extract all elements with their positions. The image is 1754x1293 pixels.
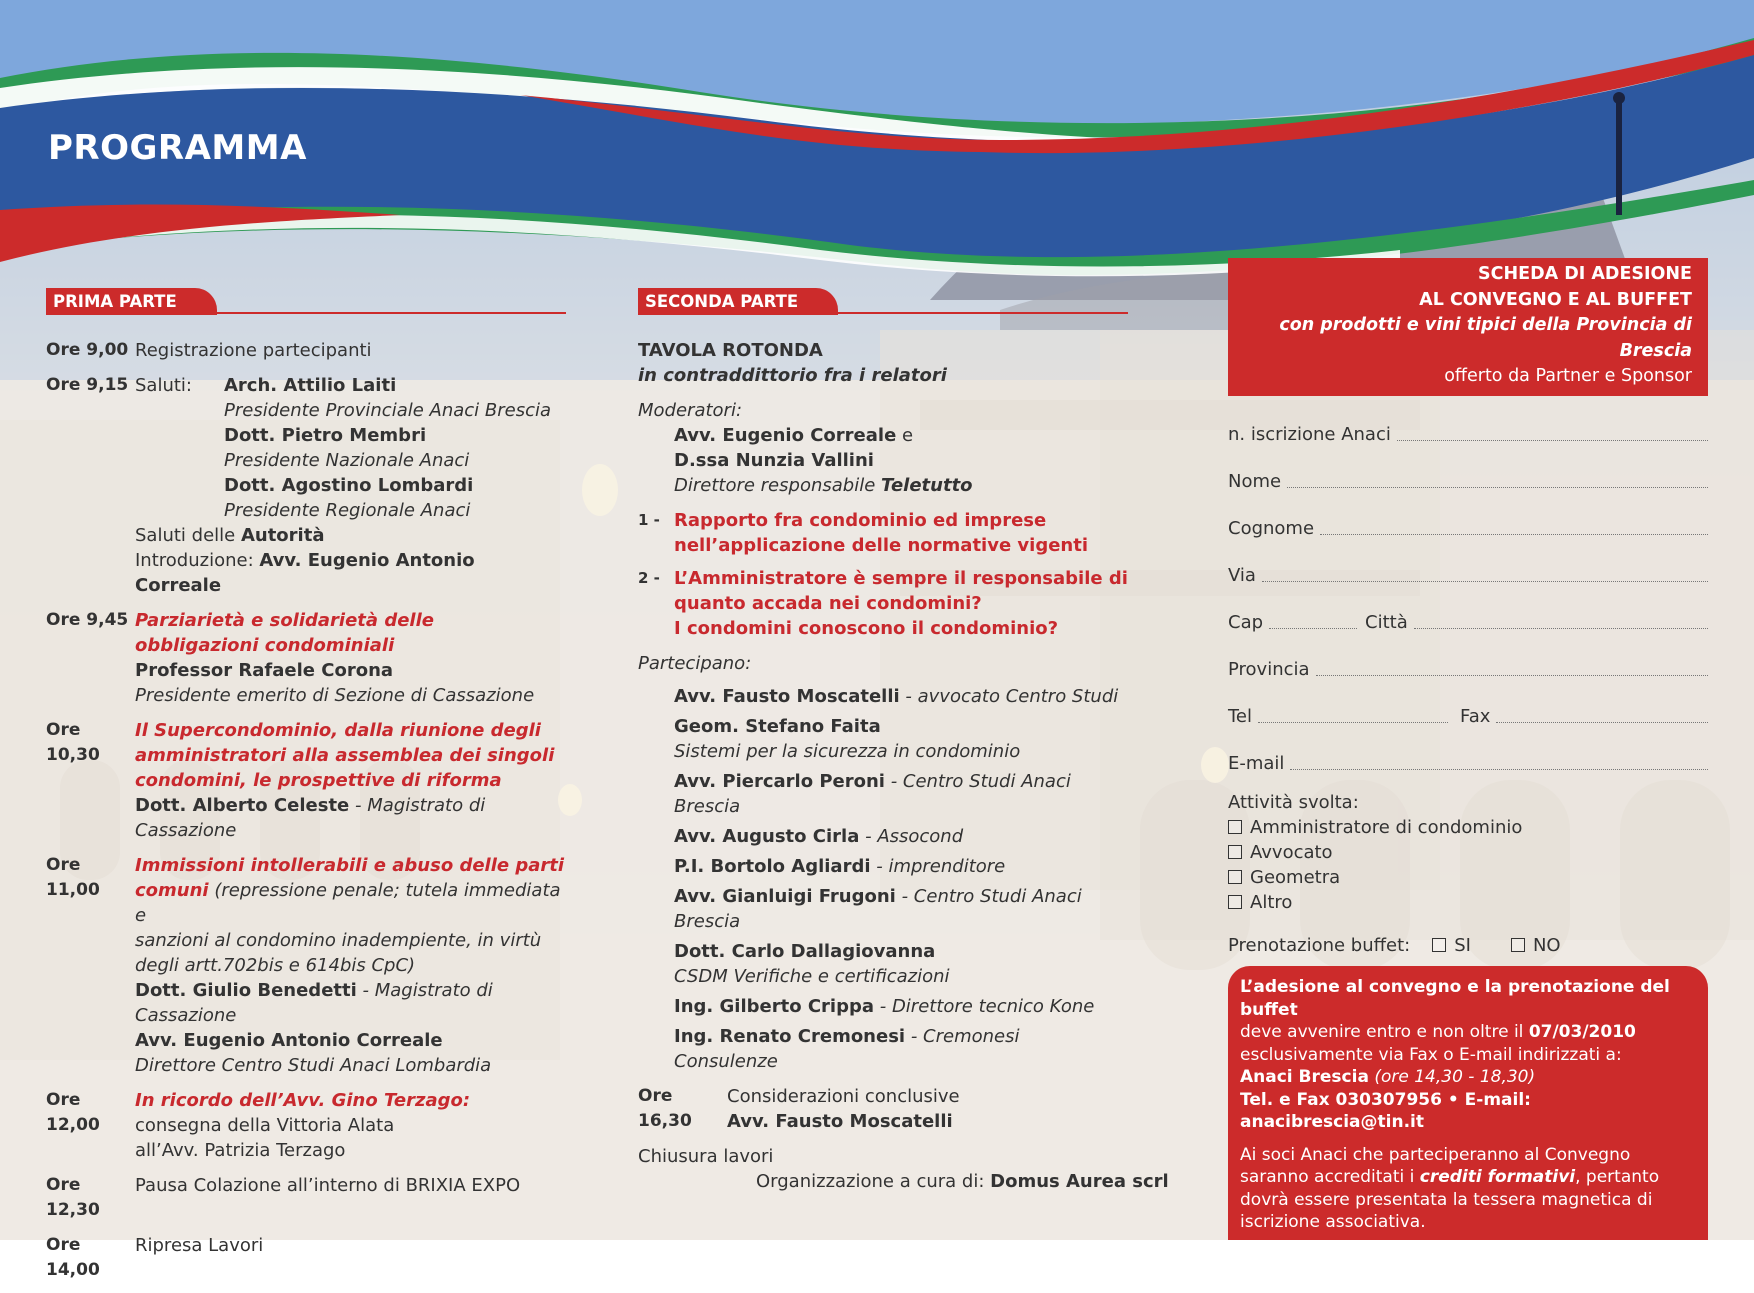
- talk-title-cont: comuni (repressione penale; tutela immediata e: [135, 880, 561, 926]
- field-nome[interactable]: Nome: [1228, 447, 1708, 494]
- chiusura-lavori: Chiusura lavori: [638, 1146, 774, 1167]
- schedule-row-1100: [46, 853, 566, 1078]
- seconda-parte-header: [638, 288, 1128, 318]
- schedule-row-945: [46, 608, 566, 708]
- scheda-subtitle: con prodotti e vini tipici della Provincia di Brescia: [1279, 315, 1692, 361]
- checkbox-icon[interactable]: [1511, 938, 1525, 952]
- moderatori-list: Avv. Eugenio Correale e D.ssa Nunzia Vallini Direttore responsabile Teletutto: [638, 423, 1128, 498]
- info-contact-details: Tel. e Fax 030307956 • E-mail: anacibrescia@tin.it: [1240, 1089, 1531, 1132]
- fill-line[interactable]: [1320, 534, 1708, 535]
- fill-line[interactable]: [1262, 581, 1708, 582]
- checkbox-buffet-si[interactable]: SI: [1432, 933, 1471, 958]
- checkbox-icon[interactable]: [1228, 895, 1242, 909]
- section-tab-label: PRIMA PARTE: [46, 288, 217, 315]
- participant: Avv. Piercarlo Peroni - Centro Studi Anaci Brescia: [674, 771, 1071, 817]
- moderator-role: Direttore responsabile Teletutto: [674, 475, 973, 496]
- attivita-label: Attività svolta:: [1228, 791, 1359, 813]
- prima-parte-column: [46, 288, 566, 1293]
- info-credits: Ai soci Anaci che parteciperanno al Convegno saranno accreditati i crediti formativi, pertanto dovrà essere presentata la tessera magnetica di iscrizione associativa.: [1240, 1144, 1660, 1232]
- schedule-text: Considerazioni conclusive: [727, 1086, 960, 1107]
- section-tab-label: SECONDA PARTE: [638, 288, 838, 315]
- fill-line[interactable]: [1287, 487, 1708, 488]
- speaker-name: Dott. Agostino Lombardi: [224, 475, 474, 496]
- time-label: Ore 12,00: [46, 1090, 100, 1135]
- field-provincia[interactable]: Provincia: [1228, 635, 1708, 682]
- participant: Geom. Stefano Faita Sistemi per la sicurezza in condominio: [674, 716, 1021, 762]
- schedule-text: all’Avv. Patrizia Terzago: [135, 1140, 346, 1161]
- field-iscrizione[interactable]: n. iscrizione Anaci: [1228, 400, 1708, 447]
- speaker-name: Dott. Pietro Membri: [224, 425, 427, 446]
- seconda-parte-column: [638, 288, 1128, 1169]
- info-heading: L’adesione al convegno e la prenotazione del buffet: [1240, 977, 1670, 1020]
- talk-note: degli artt.702bis e 614bis CpC): [135, 955, 416, 976]
- topic-title: Rapporto fra condominio ed imprese: [674, 510, 1047, 531]
- participants-list: [638, 684, 1128, 1074]
- moderatori-label: Moderatori:: [638, 400, 743, 421]
- buffet-label: Prenotazione buffet:: [1228, 934, 1411, 956]
- talk-title: Parziarietà e solidarietà delle: [135, 610, 434, 631]
- speaker-role: Presidente Nazionale Anaci: [224, 450, 470, 471]
- prima-parte-header: [46, 288, 566, 318]
- topic-title: L’Amministratore è sempre il responsabile di: [674, 568, 1128, 589]
- scheda-title: AL CONVEGNO E AL BUFFET: [1419, 289, 1692, 310]
- scheda-title: SCHEDA DI ADESIONE: [1478, 264, 1692, 284]
- checkbox-altro[interactable]: Altro: [1228, 890, 1708, 915]
- topic-2: [638, 566, 1128, 641]
- participant: Ing. Renato Cremonesi - Cremonesi Consulenze: [674, 1026, 1020, 1072]
- speaker-name: Avv. Eugenio Antonio Correale: [135, 1030, 443, 1051]
- page-title: PROGRAMMA: [48, 128, 307, 168]
- adhesion-info-box: [1228, 966, 1708, 1240]
- schedule-row-900: [46, 338, 566, 363]
- tavola-rotonda-subtitle: in contraddittorio fra i relatori: [638, 365, 947, 386]
- participant: Avv. Augusto Cirla - Assocond: [674, 826, 964, 847]
- field-via[interactable]: Via: [1228, 541, 1708, 588]
- schedule-row-1200: [46, 1088, 566, 1163]
- speaker-line: Dott. Alberto Celeste - Magistrato di Cassazione: [135, 795, 486, 841]
- schedule-row-1030: [46, 718, 566, 843]
- checkbox-icon[interactable]: [1228, 870, 1242, 884]
- talk-title: In ricordo dell’Avv. Gino Terzago:: [135, 1090, 471, 1111]
- speaker-name: Arch. Attilio Laiti: [224, 375, 397, 396]
- scheda-subtitle: offerto da Partner e Sponsor: [1444, 366, 1692, 386]
- participant: Ing. Gilberto Crippa - Direttore tecnico Kone: [674, 996, 1095, 1017]
- topic-1: [638, 508, 1128, 558]
- field-email[interactable]: E-mail: [1228, 729, 1708, 776]
- time-label: Ore 10,30: [46, 720, 100, 765]
- info-contact-name: Anaci Brescia (ore 14,30 - 18,30): [1240, 1067, 1536, 1087]
- schedule-row-915: [46, 373, 566, 598]
- speaker-role: Presidente Provinciale Anaci Brescia: [224, 400, 552, 421]
- moderator-name: Avv. Eugenio Correale: [674, 425, 897, 446]
- checkbox-avvocato[interactable]: Avvocato: [1228, 840, 1708, 865]
- speaker-name: Avv. Fausto Moscatelli: [727, 1111, 953, 1132]
- participant: Avv. Fausto Moscatelli - avvocato Centro Studi: [674, 686, 1119, 707]
- introduzione: Introduzione: Avv. Eugenio Antonio Correale: [135, 550, 475, 596]
- field-cognome[interactable]: Cognome: [1228, 494, 1708, 541]
- speaker-line: Dott. Giulio Benedetti - Magistrato di Cassazione: [135, 980, 493, 1026]
- time-label: Ore 16,30: [638, 1086, 692, 1131]
- speaker-role: Direttore Centro Studi Anaci Lombardia: [135, 1055, 492, 1076]
- checkbox-buffet-no[interactable]: NO: [1511, 933, 1561, 958]
- speaker-role: Presidente Regionale Anaci: [224, 500, 471, 521]
- field-tel-fax[interactable]: Tel Fax: [1228, 682, 1708, 729]
- talk-title: amministratori alla assemblea dei singoli: [135, 745, 555, 766]
- fill-line[interactable]: [1269, 628, 1357, 629]
- saluti-autorita: Saluti delle Autorità: [135, 525, 325, 546]
- participant: Avv. Gianluigi Frugoni - Centro Studi Anaci Brescia: [674, 886, 1082, 932]
- fill-line[interactable]: [1258, 722, 1448, 723]
- checkbox-icon[interactable]: [1432, 938, 1446, 952]
- field-cap-citta[interactable]: Cap Città: [1228, 588, 1708, 635]
- scheda-adesione-column: [1228, 258, 1708, 958]
- section-divider: [46, 312, 566, 314]
- schedule-text: Ripresa Lavori: [135, 1235, 264, 1256]
- speaker-role: Presidente emerito di Sezione di Cassazione: [135, 685, 535, 706]
- talk-note: sanzioni al condomino inadempiente, in virtù: [135, 930, 542, 951]
- time-label: Ore 14,00: [46, 1235, 100, 1280]
- buffet-reservation: [1228, 933, 1708, 958]
- participant: Dott. Carlo Dallagiovanna CSDM Verifiche e certificazioni: [674, 941, 950, 987]
- checkbox-icon[interactable]: [1228, 845, 1242, 859]
- time-label: Ore 9,45: [46, 610, 129, 630]
- participant: P.I. Bortolo Agliardi - imprenditore: [674, 856, 1006, 877]
- topic-title: nell’applicazione delle normative vigenti: [674, 535, 1089, 556]
- talk-title: Il Supercondominio, dalla riunione degli: [135, 720, 541, 741]
- organization-credit: Organizzazione a cura di: Domus Aurea scrl: [756, 1171, 1169, 1192]
- schedule-row-1400: [46, 1233, 566, 1283]
- time-label: Ore 12,30: [46, 1175, 100, 1220]
- schedule-row-1630: [638, 1084, 1128, 1134]
- schedule-text: Registrazione partecipanti: [135, 340, 372, 361]
- saluti-label: Saluti:: [135, 375, 192, 396]
- fill-line[interactable]: [1496, 722, 1708, 723]
- topic-number: 1 -: [638, 511, 660, 529]
- topic-title: I condomini conoscono il condominio?: [674, 618, 1059, 639]
- partecipano-label: Partecipano:: [638, 653, 752, 674]
- fill-line[interactable]: [1290, 769, 1708, 770]
- talk-title: condomini, le prospettive di riforma: [135, 770, 502, 791]
- fill-line[interactable]: [1414, 628, 1708, 629]
- moderator-name: D.ssa Nunzia Vallini: [674, 450, 874, 471]
- checkbox-amministratore[interactable]: Amministratore di condominio: [1228, 815, 1708, 840]
- time-label: Ore 11,00: [46, 855, 100, 900]
- tavola-rotonda-title: TAVOLA ROTONDA: [638, 340, 823, 361]
- schedule-text: consegna della Vittoria Alata: [135, 1115, 395, 1136]
- time-label: Ore 9,15: [46, 375, 129, 395]
- talk-title: Immissioni intollerabili e abuso delle parti: [135, 855, 565, 876]
- checkbox-icon[interactable]: [1228, 820, 1242, 834]
- schedule-text: Pausa Colazione all’interno di BRIXIA EXPO: [135, 1175, 521, 1196]
- topic-number: 2 -: [638, 569, 660, 587]
- speaker-name: Professor Rafaele Corona: [135, 660, 394, 681]
- fill-line[interactable]: [1397, 440, 1708, 441]
- time-label: Ore 9,00: [46, 340, 129, 360]
- section-divider: [638, 312, 1128, 314]
- checkbox-geometra[interactable]: Geometra: [1228, 865, 1708, 890]
- info-deadline: deve avvenire entro e non oltre il 07/03/2010: [1240, 1022, 1636, 1042]
- talk-title: obbligazioni condominiali: [135, 635, 395, 656]
- schedule-row-1230: [46, 1173, 566, 1223]
- topic-title: quanto accada nei condomini?: [674, 593, 982, 614]
- fill-line[interactable]: [1316, 675, 1708, 676]
- scheda-header: [1228, 258, 1708, 396]
- info-text: esclusivamente via Fax o E-mail indirizzati a:: [1240, 1044, 1622, 1065]
- registration-form: [1228, 400, 1708, 958]
